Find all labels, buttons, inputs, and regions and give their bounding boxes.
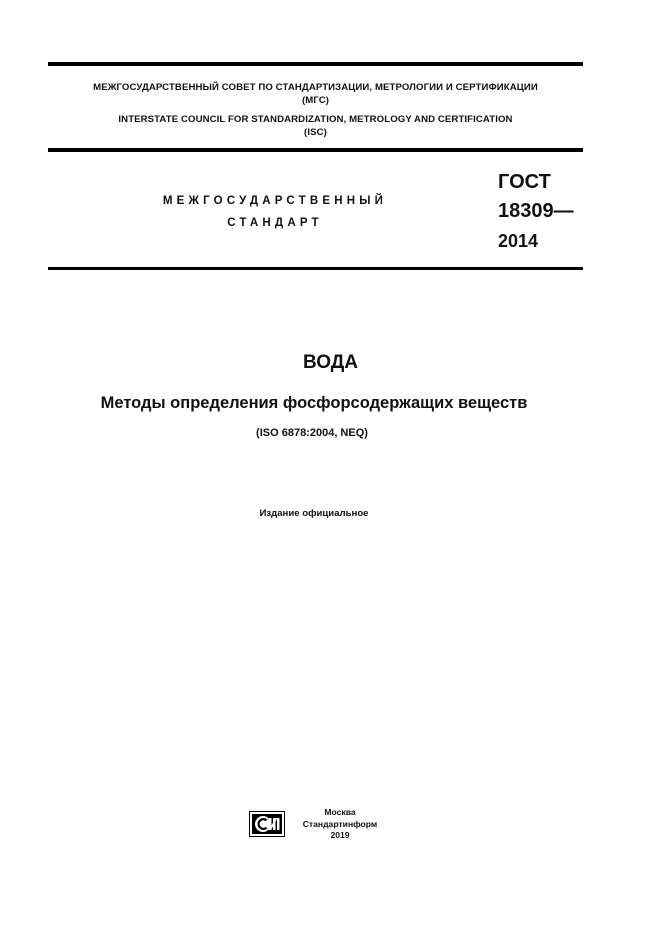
publisher-city: Москва xyxy=(324,807,356,817)
lower-rule xyxy=(48,267,583,270)
top-rule xyxy=(48,62,583,66)
document-title: ВОДА xyxy=(302,352,359,373)
council-name-ru xyxy=(48,81,583,107)
publisher-imprint xyxy=(300,807,380,842)
middle-rule xyxy=(48,148,583,152)
standartinform-logo-icon xyxy=(249,811,285,837)
council-ru-line1: МЕЖГОСУДАРСТВЕННЫЙ СОВЕТ ПО СТАНДАРТИЗАЦИИ, МЕТРОЛОГИИ И СЕРТИФИКАЦИИ xyxy=(93,82,538,93)
council-en-line1: INTERSTATE COUNCIL FOR STANDARDIZATION, METROLOGY AND CERTIFICATION xyxy=(118,114,513,125)
standard-kind-line1: МЕЖГОСУДАРСТВЕННЫЙ xyxy=(162,195,388,207)
document-subtitle: Методы определения фосфорсодержащих веществ xyxy=(100,394,528,412)
gost-designation xyxy=(498,168,574,256)
council-name-en xyxy=(48,113,583,139)
council-en-abbr: (ISC) xyxy=(304,127,327,138)
standard-kind-line2: СТАНДАРТ xyxy=(227,217,323,229)
publisher-name: Стандартинформ xyxy=(302,818,378,829)
edition-note: Издание официальное xyxy=(259,508,369,519)
gost-year: 2014 xyxy=(498,231,539,251)
gost-number: 18309— xyxy=(498,200,574,222)
publisher-year: 2019 xyxy=(330,830,350,840)
standard-kind xyxy=(140,190,410,234)
iso-reference: (ISO 6878:2004, NEQ) xyxy=(256,427,368,439)
council-ru-abbr: (МГС) xyxy=(301,95,330,106)
gost-prefix: ГОСТ xyxy=(498,171,551,193)
